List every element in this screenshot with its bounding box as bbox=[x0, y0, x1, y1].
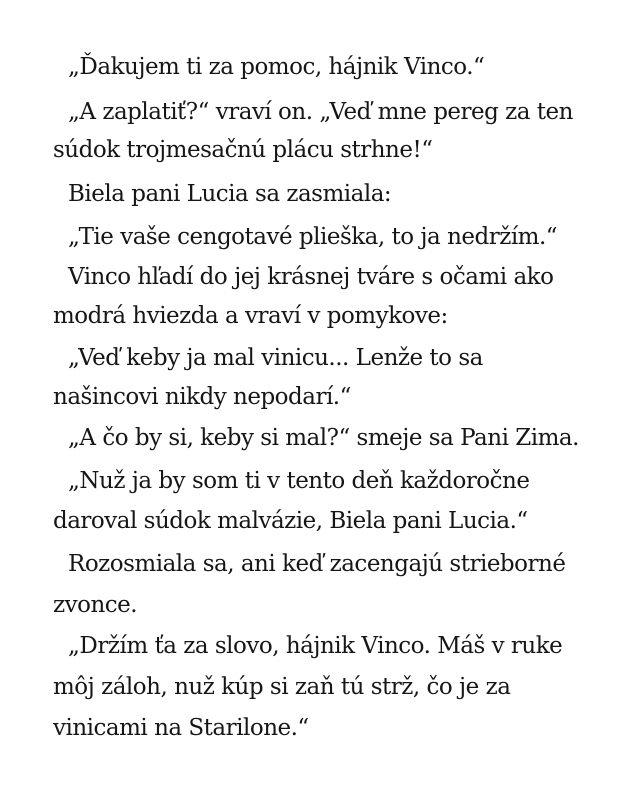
text-line-10: „A čo by si, keby si mal?“ smeje sa Pani Zima. bbox=[68, 425, 579, 451]
text-line-2: „A zaplatiť?“ vraví on. „Veď mne pereg za ten bbox=[68, 99, 573, 125]
text-line-4: Biela pani Lucia sa zasmiala: bbox=[68, 181, 392, 207]
text-line-12: daroval súdok malvázie, Biela pani Lucia.“ bbox=[53, 508, 528, 534]
text-line-8: „Veď keby ja mal vinicu... Lenže to sa bbox=[68, 345, 483, 371]
text-line-15: „Držím ťa za slovo, hájnik Vinco. Máš v ruke bbox=[68, 633, 563, 659]
text-line-6: Vinco hľadí do jej krásnej tváre s očami ako bbox=[68, 264, 554, 290]
text-line-16: môj záloh, nuž kúp si zaň tú strž, čo je za bbox=[53, 674, 511, 700]
text-line-1: „Ďakujem ti za pomoc, hájnik Vinco.“ bbox=[68, 54, 485, 80]
text-line-17: vinicami na Starilone.“ bbox=[53, 715, 309, 741]
text-line-13: Rozosmiala sa, ani keď zacengajú strieborné bbox=[68, 551, 566, 577]
text-line-9: našincovi nikdy nepodarí.“ bbox=[53, 384, 351, 410]
text-line-3: súdok trojmesačnú plácu strhne!“ bbox=[53, 137, 433, 163]
text-line-5: „Tie vaše cengotavé plieška, to ja nedržím.“ bbox=[68, 224, 558, 250]
text-line-11: „Nuž ja by som ti v tento deň každoročne bbox=[68, 468, 530, 494]
text-line-7: modrá hviezda a vraví v pomykove: bbox=[53, 303, 448, 329]
text-line-14: zvonce. bbox=[53, 592, 138, 618]
